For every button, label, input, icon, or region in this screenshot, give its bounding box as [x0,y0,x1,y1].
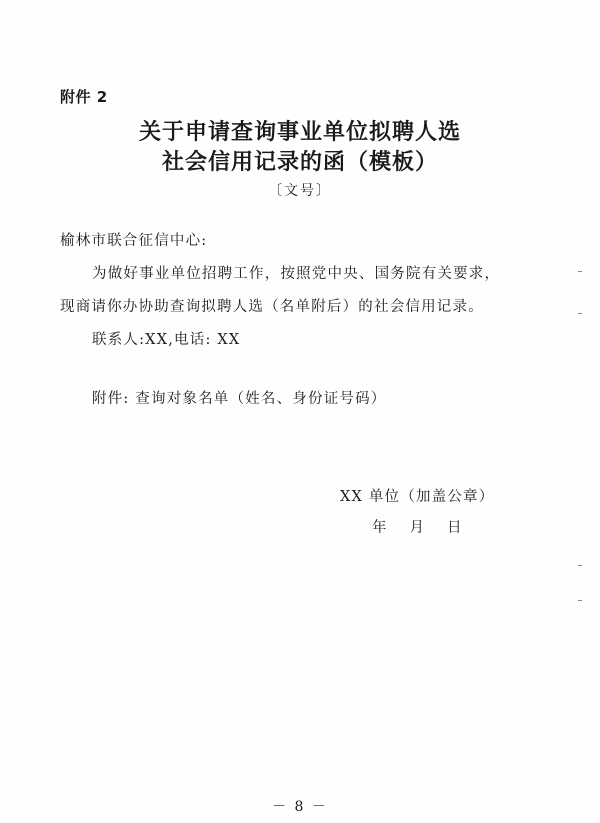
date-month: 月 [409,520,425,536]
date-day: 日 [447,520,463,536]
scan-edge-mark [578,271,582,272]
attachment-label: 附件 2 [60,88,108,106]
date-year: 年 [372,520,388,536]
title-line-1: 关于申请查询事业单位拟聘人选 [138,120,461,145]
attachment-list: 附件: 查询对象名单（姓名、身份证号码） [92,391,387,407]
scan-edge-mark [578,313,582,314]
scan-edge-mark [578,565,582,566]
contact-info: 联系人:XX,电话: XX [92,332,241,348]
signature-date [372,516,463,537]
body-paragraph-2: 现商请你办协助查询拟聘人选（名单附后）的社会信用记录。 [60,299,484,315]
page-number: － 8 － [272,799,328,815]
signature-unit: XX 单位（加盖公章） [340,489,495,505]
addressee: 榆林市联合征信中心: [60,233,208,249]
title-line-2: 社会信用记录的函（模板） [161,150,438,175]
body-paragraph-1: 为做好事业单位招聘工作，按照党中央、国务院有关要求， [92,266,501,282]
scan-edge-mark [578,600,582,601]
document-number: 〔文号〕 [268,183,332,199]
